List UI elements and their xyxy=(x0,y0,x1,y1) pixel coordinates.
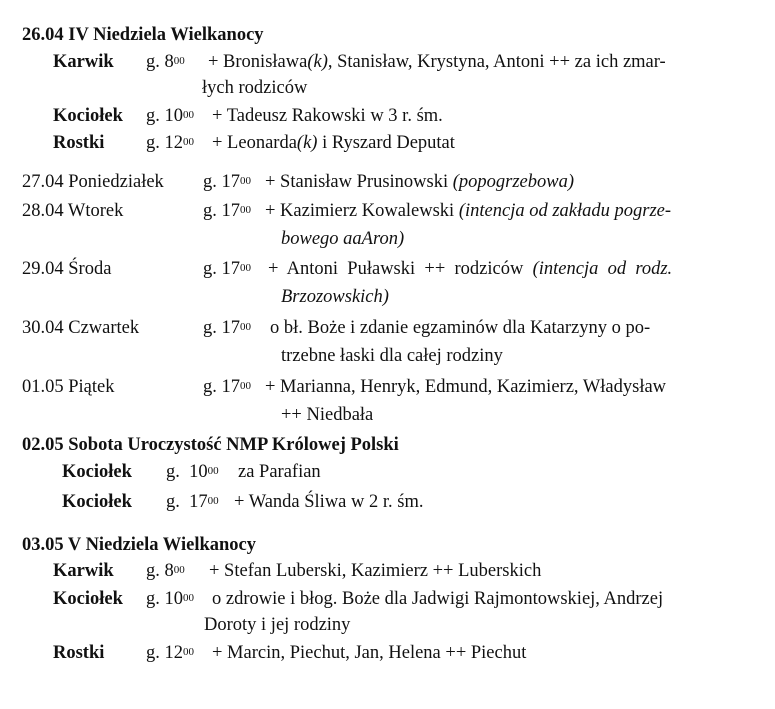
mass-place: Karwik xyxy=(53,52,114,72)
mass-intention: o bł. Boże i zdanie egzaminów dla Katarzyny o po- xyxy=(270,318,651,338)
weekday-date: 28.04 Wtorek xyxy=(22,201,124,221)
mass-intention: + Marcin, Piechut, Jan, Helena ++ Piechut xyxy=(212,643,527,663)
mass-time: g. $17^{00}$ xyxy=(203,172,251,192)
mass-time: g. $10^{00}$ xyxy=(146,106,194,126)
mass-intention-cont: Doroty i jej rodziny xyxy=(204,615,351,635)
mass-time: g. $8^{00}$ xyxy=(146,561,185,581)
mass-time: g. $17^{00}$ xyxy=(166,492,219,512)
mass-intention-cont: Brzozowskich) xyxy=(281,287,389,307)
mass-place: Karwik xyxy=(53,561,114,581)
section-header: 26.04 IV Niedziela Wielkanocy xyxy=(22,25,264,45)
mass-intention: za Parafian xyxy=(238,462,321,482)
mass-place: Kociołek xyxy=(53,589,123,609)
mass-intention: + Stanisław Prusinowski (popogrzebowa) xyxy=(265,172,575,192)
mass-time: g. $17^{00}$ xyxy=(203,201,251,221)
mass-intention: + Marianna, Henryk, Edmund, Kazimierz, Władysław xyxy=(265,377,667,397)
weekday-date: 01.05 Piątek xyxy=(22,377,115,397)
mass-intention: + Leonarda(k) i Ryszard Deputat xyxy=(212,133,455,153)
section-header: 02.05 Sobota Uroczystość NMP Królowej Polski xyxy=(22,435,399,455)
mass-place: Kociołek xyxy=(62,492,132,512)
mass-time: g. $10^{00}$ xyxy=(166,462,219,482)
weekday-date: 27.04 Poniedziałek xyxy=(22,172,164,192)
mass-place: Kociołek xyxy=(62,462,132,482)
mass-intention: + Wanda Śliwa w 2 r. śm. xyxy=(234,492,424,512)
mass-intention: + Antoni Puławski ++ rodziców (intencja od rodz. xyxy=(268,259,673,279)
mass-time: g. $10^{00}$ xyxy=(146,589,194,609)
mass-intention-cont: trzebne łaski dla całej rodziny xyxy=(281,346,503,366)
mass-intention: + Kazimierz Kowalewski (intencja od zakładu pogrze- xyxy=(265,201,672,221)
mass-intention: + Stefan Luberski, Kazimierz ++ Luberskich xyxy=(209,561,542,581)
mass-intention-cont: łych rodziców xyxy=(202,78,308,98)
mass-time: g. $17^{00}$ xyxy=(203,377,251,397)
mass-place: Rostki xyxy=(53,133,105,153)
mass-intention: + Bronisława(k), Stanisław, Krystyna, Antoni ++ za ich zmar- xyxy=(208,52,666,72)
weekday-date: 30.04 Czwartek xyxy=(22,318,140,338)
mass-intention: + Tadeusz Rakowski w 3 r. śm. xyxy=(212,106,443,126)
mass-time: g. $17^{00}$ xyxy=(203,259,251,279)
mass-time: g. $8^{00}$ xyxy=(146,52,185,72)
mass-place: Kociołek xyxy=(53,106,123,126)
mass-intention: o zdrowie i błog. Boże dla Jadwigi Rajmontowskiej, Andrzej xyxy=(212,589,664,609)
mass-place: Rostki xyxy=(53,643,105,663)
section-header: 03.05 V Niedziela Wielkanocy xyxy=(22,535,257,555)
mass-intention-cont: ++ Niedbała xyxy=(281,405,374,425)
mass-time: g. $12^{00}$ xyxy=(146,643,194,663)
mass-time: g. $17^{00}$ xyxy=(203,318,251,338)
mass-intention-cont: bowego aaAron) xyxy=(281,229,405,249)
weekday-date: 29.04 Środa xyxy=(22,259,112,279)
mass-time: g. $12^{00}$ xyxy=(146,133,194,153)
